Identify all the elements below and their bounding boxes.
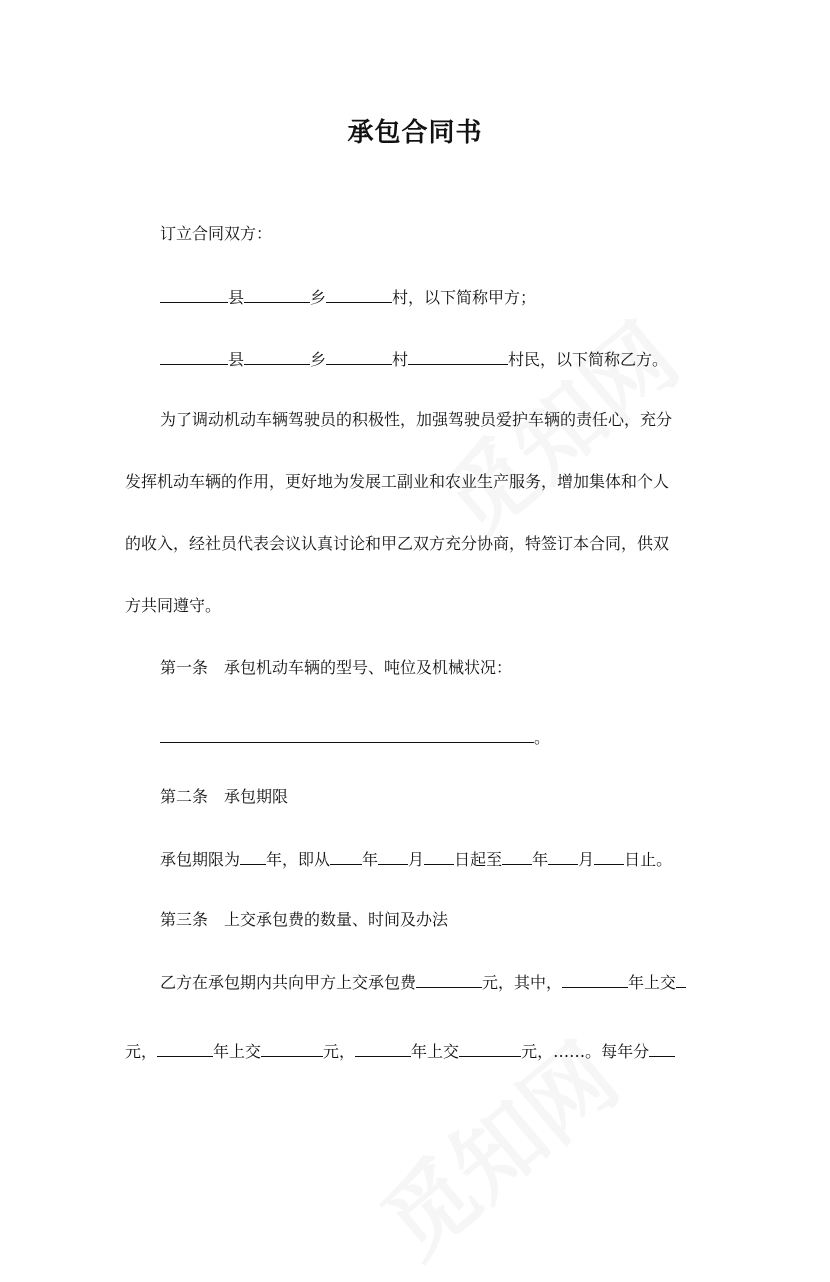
- fee-line: [125, 1038, 675, 1064]
- text: 月: [408, 850, 425, 869]
- text: 乙方在承包期内共向甲方上交承包费: [160, 973, 417, 992]
- blank-field[interactable]: [326, 284, 392, 303]
- article-2-heading: 第二条 承包期限: [160, 787, 289, 806]
- blank-field[interactable]: [326, 346, 392, 365]
- preamble-line: 方共同遵守。: [125, 596, 222, 615]
- blank-field[interactable]: [330, 846, 362, 865]
- text: 村: [392, 350, 409, 369]
- party-b-line: [160, 346, 668, 372]
- text: 村民，以下简称乙方。: [508, 350, 669, 369]
- article-1-blank-line: [160, 724, 550, 750]
- text: 承包期限为: [160, 850, 241, 869]
- blank-field[interactable]: [240, 846, 266, 865]
- text: 日起至: [454, 850, 503, 869]
- article-3-heading: 第三条 上交承包费的数量、时间及办法: [160, 910, 449, 929]
- parties-heading: 订立合同双方：: [160, 224, 273, 243]
- text: 年上交: [628, 973, 677, 992]
- blank-field[interactable]: [261, 1038, 323, 1057]
- blank-field[interactable]: [502, 846, 532, 865]
- blank-field[interactable]: [160, 724, 534, 743]
- blank-field[interactable]: [676, 969, 686, 988]
- blank-field[interactable]: [416, 969, 482, 988]
- text: 年，即从: [266, 850, 331, 869]
- blank-field[interactable]: [160, 284, 228, 303]
- blank-field[interactable]: [378, 846, 408, 865]
- text: 村，以下简称甲方；: [392, 288, 537, 307]
- blank-field[interactable]: [244, 346, 310, 365]
- text: 元，……。每年分: [521, 1042, 650, 1061]
- party-a-line: [160, 284, 536, 310]
- blank-field[interactable]: [408, 346, 508, 365]
- blank-field[interactable]: [594, 846, 624, 865]
- text: 乡: [310, 288, 327, 307]
- text: 元，其中，: [482, 973, 563, 992]
- text: 县: [228, 350, 245, 369]
- blank-field[interactable]: [160, 346, 228, 365]
- blank-field[interactable]: [562, 969, 628, 988]
- text: 县: [228, 288, 245, 307]
- blank-field[interactable]: [355, 1038, 411, 1057]
- article-1-heading: 第一条 承包机动车辆的型号、吨位及机械状况：: [160, 658, 513, 677]
- text: 年: [362, 850, 379, 869]
- text: 乡: [310, 350, 327, 369]
- document-title: 承包合同书: [347, 118, 483, 148]
- blank-field[interactable]: [459, 1038, 521, 1057]
- blank-field[interactable]: [649, 1038, 675, 1057]
- fee-line: [160, 969, 686, 995]
- text: 。: [534, 728, 551, 747]
- text: 元，: [125, 1042, 158, 1061]
- text: 年上交: [213, 1042, 262, 1061]
- text: 年: [532, 850, 549, 869]
- text: 月: [578, 850, 595, 869]
- preamble-line: 的收入，经社员代表会议认真讨论和甲乙双方充分协商，特签订本合同，供双: [125, 534, 670, 553]
- text: 元，: [323, 1042, 356, 1061]
- blank-field[interactable]: [424, 846, 454, 865]
- blank-field[interactable]: [157, 1038, 213, 1057]
- text: 年上交: [411, 1042, 460, 1061]
- term-line: [160, 846, 672, 872]
- blank-field[interactable]: [244, 284, 310, 303]
- text: 日止。: [624, 850, 673, 869]
- preamble-line: 发挥机动车辆的作用，更好地为发展工副业和农业生产服务，增加集体和个人: [125, 472, 670, 491]
- preamble-line: 为了调动机动车辆驾驶员的积极性，加强驾驶员爱护车辆的责任心，充分: [160, 410, 673, 429]
- blank-field[interactable]: [548, 846, 578, 865]
